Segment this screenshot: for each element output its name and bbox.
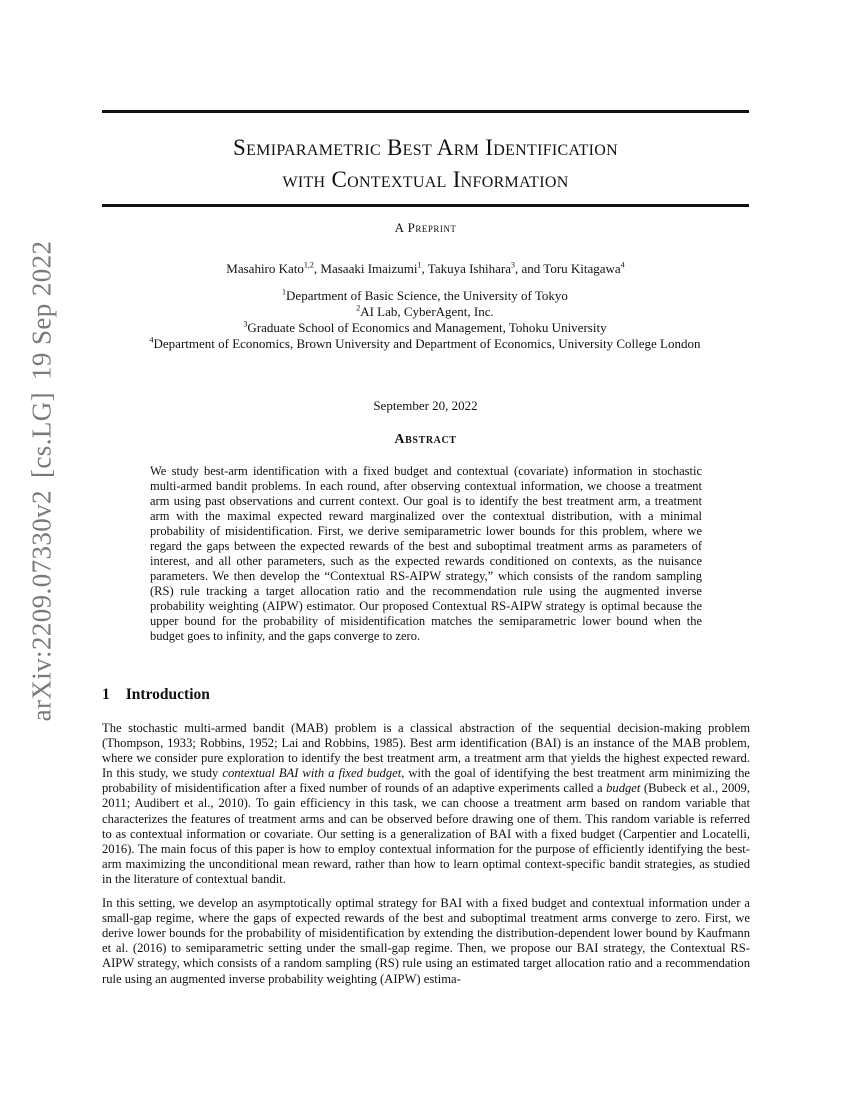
affil-mark: 1 <box>282 287 287 297</box>
intro-text: (Bubeck et al., 2009, 2011; Audibert et al., 2010). To gain efficiency in this task, we can choose a treatment arm based on random variable that characterizes the features of treatment arms and can be observed before drawing one of them. This random variable is referred to as contextual information or covariate. Our setting is a generalization of BAI with a fixed budget (Carpentier and Locatelli, 2016). The main focus of this paper is how to employ contextual information for the purpose of efficiently identifying the best-arm maximizing the unconditional mean reward, rather than how to learn optimal context-specific bandit strategies, as studied in the literature of contextual bandit. <box>102 781 750 886</box>
arxiv-sidebar-stamp <box>27 229 58 722</box>
author-separator: , <box>313 261 321 276</box>
title-bottom-rule <box>102 204 749 207</box>
section-heading <box>102 686 210 704</box>
affil-text: Department of Basic Science, the University of Tokyo <box>286 288 568 303</box>
abstract-body: We study best-arm identification with a fixed budget and contextual (covariate) information in stochastic multi-armed bandit problems. In each round, after observing contextual information, we choose a treatment arm using past observations and current context. Our goal is to identify the best treatment arm, a treatment arm with the maximal expected reward marginalized over the contextual distribution, with a minimal probability of misidentification. First, we derive semiparametric lower bounds for this problem, where we regard the gaps between the expected rewards of the best and suboptimal treatment arms as parameters of interest, and all other parameters, such as the expected rewards conditioned on contexts, as the nuisance parameters. We then develop the “Contextual RS-AIPW strategy,” which consists of the random sampling (RS) rule tracking a target allocation ratio and the recommendation rule using the augmented inverse probability weighting (AIPW) estimator. Our proposed Contextual RS-AIPW strategy is optimal because the upper bound for the probability of misidentification matches the semiparametric lower bound when the budget goes to infinity, and the gaps converge to zero. <box>150 464 702 643</box>
intro-emphasis: contextual BAI with a fixed budget <box>222 766 402 781</box>
intro-emphasis: budget <box>606 781 641 796</box>
affil-text: Department of Economics, Brown University and Department of Economics, University College London <box>153 336 701 351</box>
author-affil-mark: 3 <box>510 260 515 270</box>
intro-paragraph-1 <box>102 721 750 887</box>
author-affil-mark: 1,2 <box>303 260 314 270</box>
intro-text: The stochastic multi-armed bandit (MAB) problem is a classical abstraction of the sequential decision-making problem (Thompson, 1933; Robbins, 1952; Lai and Robbins, 1985). Best arm identification (BAI) is an instance of the MAB problem, where we consider pure exploration to identify the best treatment arm, a treatment arm that yields the highest expected reward. In this study, we study <box>102 721 750 781</box>
affiliation-line <box>60 288 790 304</box>
preprint-label: A Preprint <box>394 220 457 235</box>
arxiv-category: [cs.LG] <box>26 391 57 478</box>
affiliation-line <box>60 336 790 352</box>
intro-paragraph-2: In this setting, we develop an asymptotically optimal strategy for BAI with a fixed budget and contextual information under a small-gap regime, where the gaps of expected rewards of the best and suboptimal treatment arms converge to zero. First, we derive lower bounds for the probability of misidentification by extending the distribution-dependent lower bound by Kaufmann et al. (2016) to semiparametric setting under the small-gap regime. Then, we propose our BAI strategy, the Contextual RS-AIPW strategy, which consists of a random sampling (RS) rule using an estimated target allocation ratio and a recommendation rule using an augmented inverse probability weighting (AIPW) estima- <box>102 896 750 986</box>
title-top-rule <box>102 110 749 113</box>
affiliation-list <box>60 288 790 352</box>
affil-mark: 3 <box>243 319 248 329</box>
paper-date: September 20, 2022 <box>373 398 478 413</box>
title-line-2: with Contextual Information <box>282 167 569 192</box>
arxiv-id: arXiv:2209.07330v2 <box>26 489 57 722</box>
author-list <box>102 261 749 277</box>
section-title: Introduction <box>125 686 210 703</box>
affil-mark: 2 <box>356 303 361 313</box>
affil-text: AI Lab, CyberAgent, Inc. <box>360 304 494 319</box>
author-affil-mark: 1 <box>417 260 422 270</box>
author-separator: , <box>421 261 428 276</box>
arxiv-date: 19 Sep 2022 <box>26 240 57 380</box>
affil-mark: 4 <box>149 335 154 345</box>
author-name: Takuya Ishihara <box>427 261 511 276</box>
author-name: Masahiro Kato <box>226 261 304 276</box>
author-name: Toru Kitagawa <box>543 261 621 276</box>
author-name: Masaaki Imaizumi <box>320 261 418 276</box>
intro-text: , with the goal of identifying the best treatment arm minimizing the probability of misidentification after a fixed number of rounds of an adaptive experiments called a <box>102 766 750 796</box>
abstract-heading: Abstract <box>394 432 457 447</box>
author-separator: , and <box>514 261 544 276</box>
introduction-body <box>102 721 750 996</box>
title-line-1: Semiparametric Best Arm Identification <box>233 135 618 160</box>
author-affil-mark: 4 <box>620 260 625 270</box>
affil-text: Graduate School of Economics and Management, Tohoku University <box>247 320 607 335</box>
affiliation-line <box>60 304 790 320</box>
paper-title <box>102 132 749 196</box>
section-number: 1 <box>102 686 110 703</box>
affiliation-line <box>60 320 790 336</box>
